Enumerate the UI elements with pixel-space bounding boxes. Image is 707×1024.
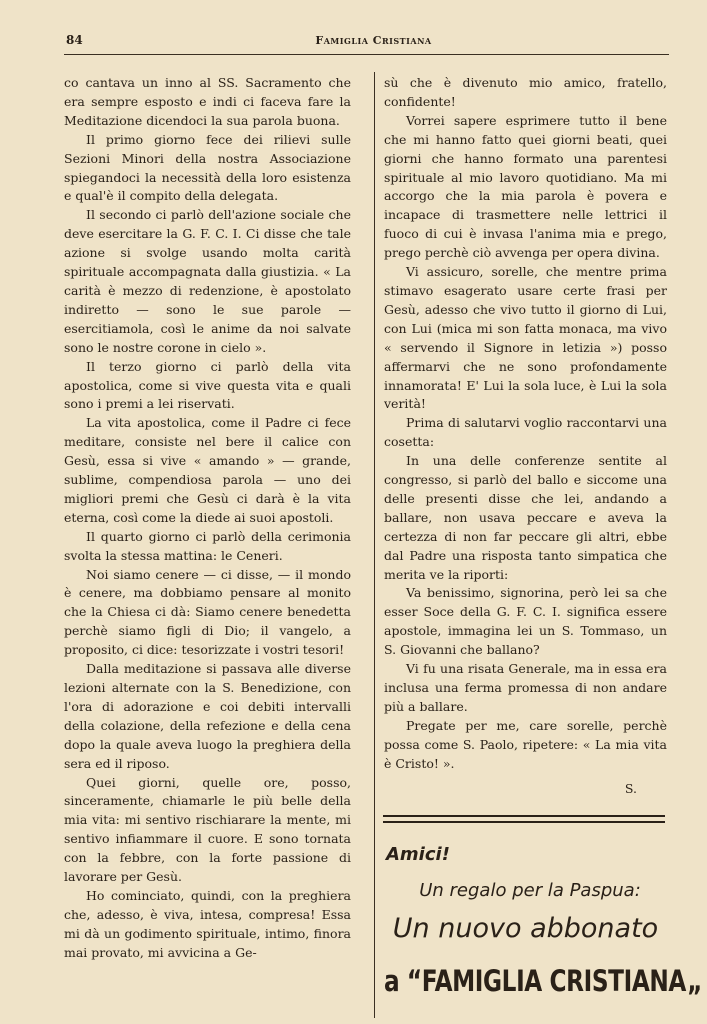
paragraph: sù che è divenuto mio amico, fratello, confidente! <box>384 75 667 109</box>
paragraph: Va benissimo, signorina, però lei sa che esser Soce della G. F. C. I. significa essere apostole, immagina lei un S. Tommaso, un S. Giovanni che ballano? <box>384 585 667 658</box>
paragraph: Pregate per me, care sorelle, perchè possa come S. Paolo, ripetere: « La mia vita è Cristo! ». <box>384 717 667 771</box>
advert-headline: Un nuovo abbonato <box>392 913 659 944</box>
paragraph: Ho cominciato, quindi, con la preghiera che, adesso, è viva, intesa, compresa! Essa mi dà un godimento spirituale, intimo, finora mai provato, mi avvicina a Ge- <box>64 887 351 960</box>
section-double-rule <box>383 815 665 823</box>
signature: S. <box>624 780 637 796</box>
paragraph: co cantava un inno al SS. Sacramento che era sempre esposto e indi ci faceva fare la Meditazione dicendoci la sua parola buona. <box>64 75 351 128</box>
left-column <box>64 74 351 963</box>
paragraph: Vorrei sapere esprimere tutto il bene che mi hanno fatto quei giorni beati, quei giorni che hanno formato una parentesi spirituale al mio lavoro quotidiano. Ma mi accorgo che la mia parola è povera e incapace di trasmettere nelle lettrici il fuoco di cui è invasa l'anima mia e prego, prego perchè ciò avvenga per opera divina. <box>384 112 667 261</box>
paragraph: Quei giorni, quelle ore, posso, sinceramente, chiamarle le più belle della mia vita: mi sentivo rischiarare la mente, mi sentivo infiammare il cuore. E sono tornata con la febbre, con la forte passione di lavorare per Gesù. <box>64 774 351 885</box>
header-rule <box>64 54 669 55</box>
advert-subtitle: Un regalo per la Paspua: <box>419 880 641 901</box>
right-column <box>384 74 667 798</box>
paragraph: Noi siamo cenere — ci disse, — il mondo è cenere, ma dobbiamo pensare al monito che la Chiesa ci dà: Siamo cenere benedetta perchè siamo figli di Dio; il vangelo, a proposito, ci dice: tesorizzate i vostri tesori! <box>64 566 351 658</box>
paragraph: La vita apostolica, come il Padre ci fece meditare, consiste nel bere il calice con Gesù, essa si vive « amando » — grande, sublime, compendiosa parola — uno dei migliori premi che Gesù ci darà è la vita eterna, così come la diede ai suoi apostoli. <box>64 415 351 525</box>
column-divider <box>374 72 375 1018</box>
paragraph: Dalla meditazione si passava alle diverse lezioni alternate con la S. Benedizione, con l'ora di adorazione e coi debiti intervalli della colazione, della refezione e della cena dopo la quale aveva luogo la preghiera della sera ed il riposo. <box>64 661 351 771</box>
paragraph: Il quarto giorno ci parlò della cerimonia svolta la stessa mattina: le Ceneri. <box>64 528 351 563</box>
paragraph: Il terzo giorno ci parlò della vita apostolica, come si vive questa vita e quali sono i premi a lei riservati. <box>64 358 351 412</box>
paragraph: Il primo giorno fece dei rilievi sulle Sezioni Minori della nostra Associazione spiegandoci la necessità della loro esistenza e qual'è il compito della delegata. <box>64 131 351 204</box>
page-number: 84 <box>66 33 83 47</box>
paragraph: Vi assicuro, sorelle, che mentre prima stimavo esagerato usare certe frasi per Gesù, adesso che vivo tutto il giorno di Lui, con Lui (mica mi son fatta monaca, ma vivo « servendo il Signore in letizia ») posso affermarvi che ne sono profondamente innamorata! E' Lui la sola luce, è Lui la sola verità! <box>384 264 667 412</box>
advert-magazine-name: a “FAMIGLIA CRISTIANA„ <box>384 964 703 998</box>
paragraph: Il secondo ci parlò dell'azione sociale che deve esercitare la G. F. C. I. Ci disse che tale azione si svolge usando molta carità spirituale accompagnata dalla giustizia. « La carità è mezzo di redenzione, è apostolato indiretto — sono le sue parole — esercitiamola, così le anime da noi salvate sono le nostre corone in cielo ». <box>64 207 351 355</box>
running-title: Famiglia Cristiana <box>315 34 432 47</box>
paragraph: Prima di salutarvi voglio raccontarvi una cosetta: <box>384 415 667 450</box>
paragraph: Vi fu una risata Generale, ma in essa era inclusa una ferma promessa di non andare più a ballare. <box>384 661 667 714</box>
advert-greeting: Amici! <box>386 844 450 865</box>
paragraph: In una delle conferenze sentite al congresso, si parlò del ballo e siccome una delle presenti disse che lei, andando a ballare, non usava peccare e aveva la certezza di non far peccare gli altri, ebbe dal Padre una risposta tanto simpatica che merita ve la riporti: <box>384 453 667 582</box>
